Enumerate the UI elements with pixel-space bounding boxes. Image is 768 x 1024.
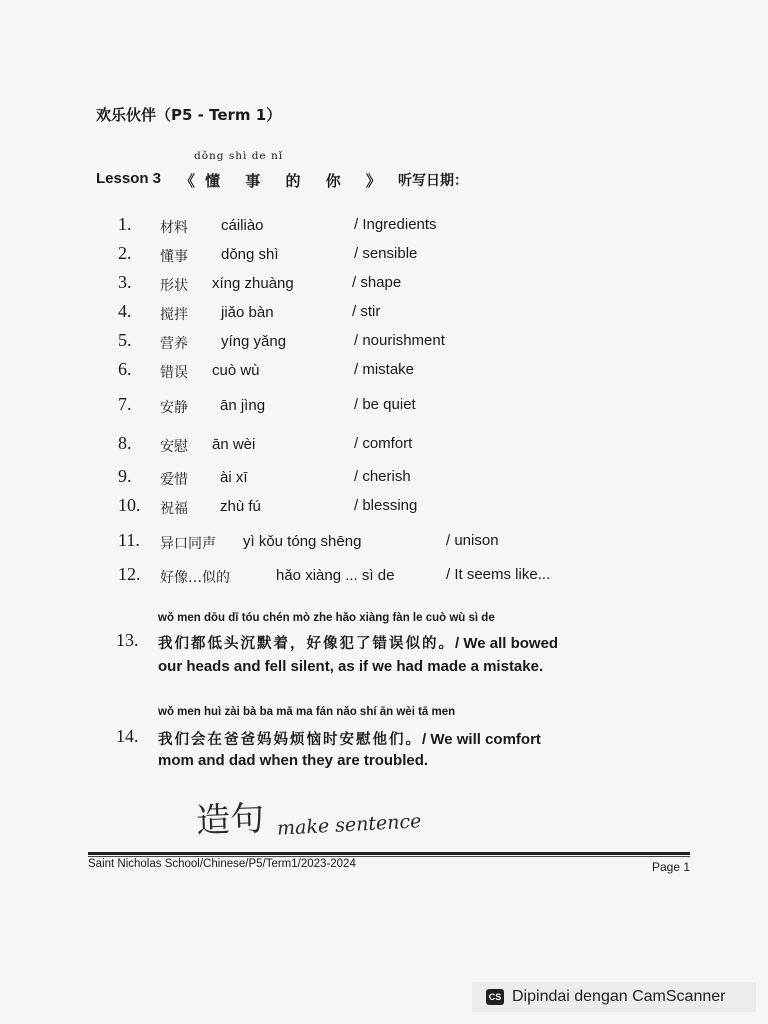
vocab-pinyin: yì kǒu tóng shēng [243,533,362,550]
vocab-number: 8. [118,433,132,453]
sentence-english-inline: / We all bowed [455,635,559,652]
vocab-pinyin: cuò wù [212,362,260,379]
vocab-pinyin: ān wèi [212,436,256,453]
vocab-pinyin: dǒng shì [221,246,279,263]
vocab-pinyin: cáiliào [221,217,264,234]
vocab-item [0,243,700,267]
vocab-number: 10. [118,495,141,515]
vocab-meaning: / sensible [354,245,418,262]
vocab-hanzi: 好像…似的 [160,570,230,586]
sentence-english: mom and dad when they are troubled. [158,752,429,769]
vocab-number: 11. [118,530,140,550]
vocab-meaning: / blessing [354,497,418,514]
vocab-meaning: / nourishment [354,332,445,349]
vocab-meaning: / Ingredients [354,216,437,233]
vocab-number: 12. [118,564,141,584]
vocab-hanzi: 搅拌 [160,307,188,323]
sentence-hanzi: 我们都低头沉默着，好像犯了错误似的。 [158,635,455,652]
scanner-watermark-badge [472,982,756,1012]
vocab-pinyin: xíng zhuàng [212,275,294,292]
scanner-watermark-text: Dipindai dengan CamScanner [512,988,726,1005]
sentence-number: 13. [116,630,139,650]
vocab-meaning: / mistake [354,361,415,378]
lesson-label: Lesson 3 [96,170,162,187]
lesson-title-hanzi: 《懂 事 的 你 》 [180,172,391,190]
vocab-number: 2. [118,243,132,263]
page-title: 欢乐伙伴（P5 - Term 1） [96,106,282,124]
vocab-item [0,433,700,457]
vocab-hanzi: 异口同声 [160,536,216,552]
sentence-pinyin: wǒ men dōu dī tóu chén mò zhe hǎo xiàng fàn le cuò wù sì de [158,612,495,624]
footer-rule-thin [88,856,690,857]
footer-school-path: Saint Nicholas School/Chinese/P5/Term1/2023-2024 [88,858,356,870]
vocab-hanzi: 材料 [160,220,188,236]
vocab-item [0,359,700,383]
dictation-date-label: 听写日期： [398,173,468,189]
vocab-item [0,530,700,554]
sentence-pinyin: wǒ men huì zài bà ba mā ma fán nǎo shí ān wèi tā men [158,706,456,718]
sentence-number: 14. [116,726,139,746]
footer-page-number: Page 1 [652,860,691,874]
vocab-number: 1. [118,214,132,234]
vocab-number: 5. [118,330,132,350]
vocab-pinyin: hǎo xiàng ... sì de [276,567,395,584]
sentence-english-inline: / We will comfort [422,731,541,748]
vocab-hanzi: 营养 [160,336,188,352]
vocab-hanzi: 懂事 [160,249,188,265]
vocab-item [0,564,700,588]
vocab-hanzi: 形状 [160,278,188,294]
vocab-hanzi: 祝福 [160,501,188,517]
lesson-title-pinyin: dǒng shì de nǐ [194,150,284,162]
sentence-english: our heads and fell silent, as if we had made a mistake. [158,658,544,675]
handwritten-english: make sentence [276,810,422,840]
vocab-item [0,394,700,418]
sentence-chinese-line [158,632,558,653]
vocab-pinyin: ān jìng [220,397,266,414]
vocab-item [0,330,700,354]
sentence-chinese-line [158,728,541,749]
sentence-hanzi: 我们会在爸爸妈妈烦恼时安慰他们。 [158,731,422,748]
vocab-number: 9. [118,466,132,486]
vocab-pinyin: ài xī [220,469,248,486]
camscanner-logo-icon: CS [486,989,504,1005]
handwritten-note [196,792,421,841]
vocab-number: 7. [118,394,132,414]
vocab-hanzi: 爱惜 [160,472,188,488]
lesson-header [96,150,656,196]
vocab-item [0,466,700,490]
vocab-meaning: / It seems like... [446,566,551,583]
vocab-pinyin: zhù fú [220,498,261,515]
vocab-meaning: / be quiet [354,396,416,413]
vocab-meaning: / cherish [354,468,411,485]
vocab-meaning: / shape [352,274,402,291]
vocab-number: 4. [118,301,132,321]
vocab-meaning: / stir [352,303,381,320]
vocab-number: 6. [118,359,132,379]
vocab-item [0,272,700,296]
vocab-hanzi: 安慰 [160,439,188,455]
vocab-meaning: / comfort [354,435,413,452]
vocab-item [0,301,700,325]
vocab-hanzi: 错误 [160,365,188,381]
vocab-pinyin: jiǎo bàn [221,304,274,321]
vocab-hanzi: 安静 [160,400,188,416]
vocab-item [0,214,700,238]
handwritten-hanzi: 造句 [195,798,265,842]
vocab-number: 3. [118,272,132,292]
vocab-item [0,495,700,519]
vocab-pinyin: yíng yǎng [221,333,287,350]
vocab-meaning: / unison [446,532,499,549]
footer-rule [88,852,690,855]
